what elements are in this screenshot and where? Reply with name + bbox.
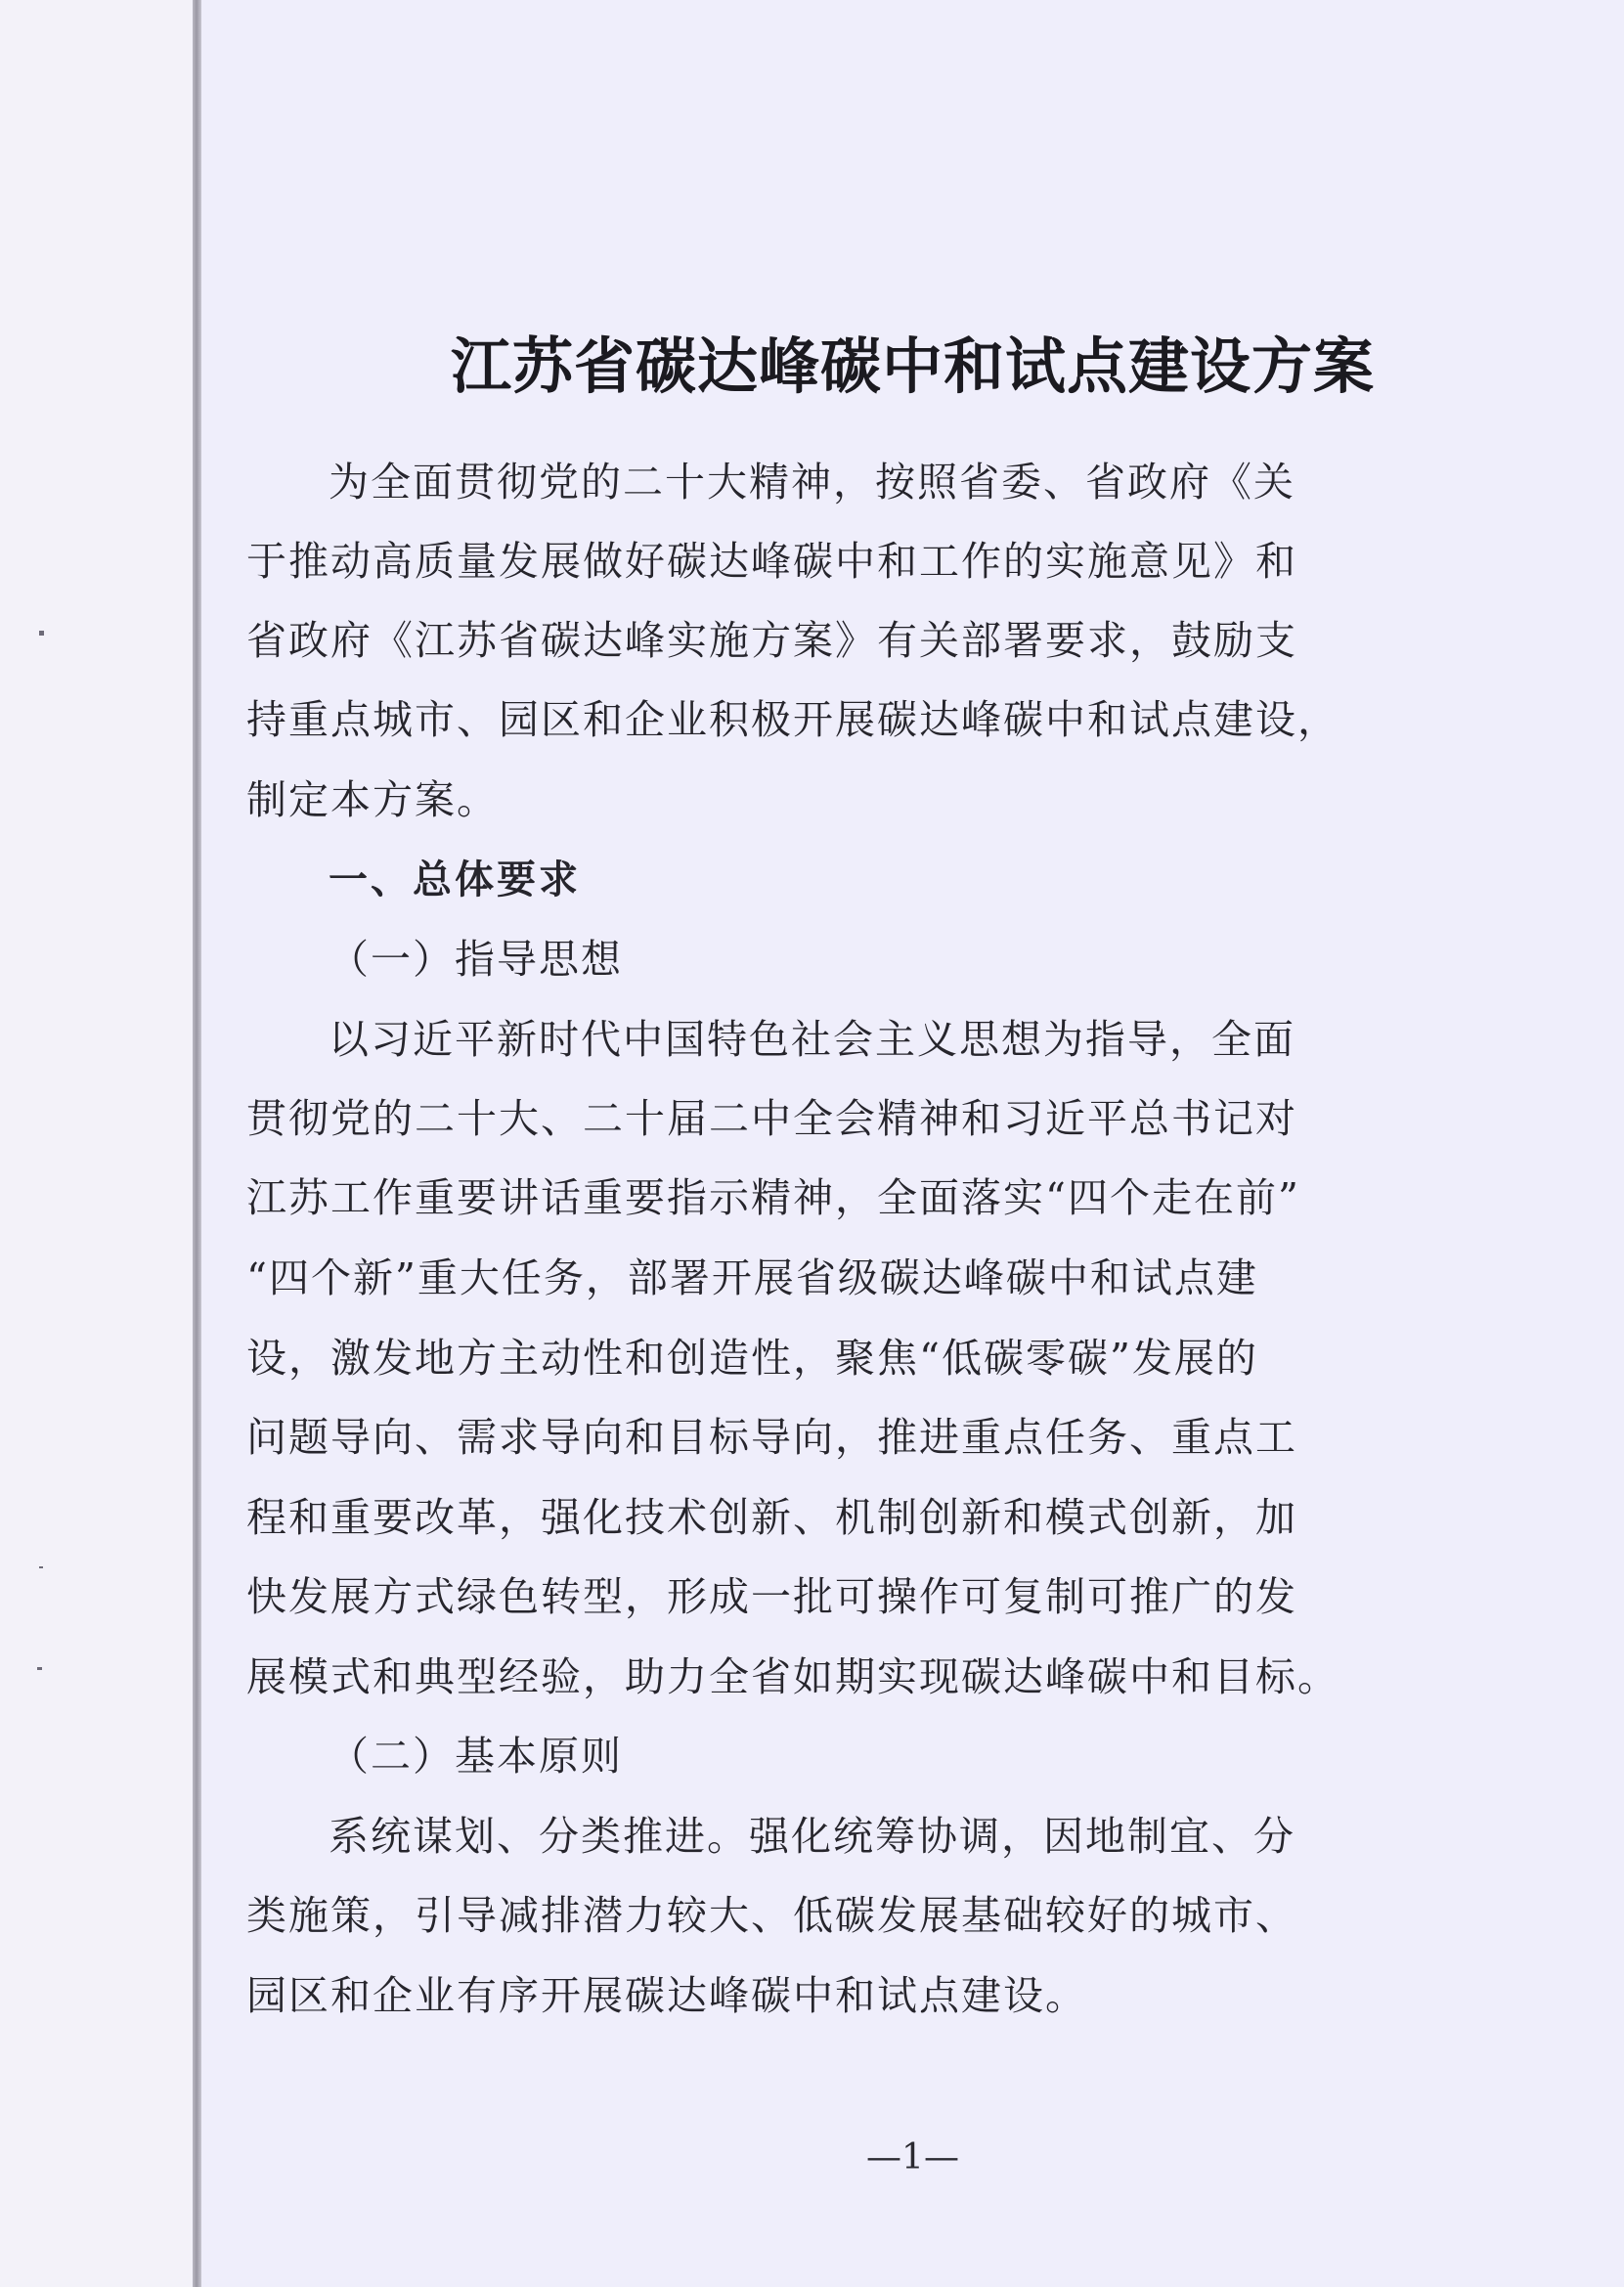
intro-line: 省政府《江苏省碳达峰实施方案》有关部署要求，鼓励支 xyxy=(246,617,1297,664)
scan-speck xyxy=(39,631,44,636)
guiding-line: 江苏工作重要讲话重要指示精神，全面落实“四个走在前” xyxy=(246,1174,1300,1221)
guiding-line: 以习近平新时代中国特色社会主义思想为指导，全面 xyxy=(329,1016,1295,1063)
guiding-line: 快发展方式绿色转型，形成一批可操作可复制可推广的发 xyxy=(246,1573,1297,1620)
binding-line xyxy=(193,0,201,2287)
binding-margin xyxy=(0,0,192,2287)
guiding-line: 问题导向、需求导向和目标导向，推进重点任务、重点工 xyxy=(246,1414,1297,1461)
scan-speck xyxy=(37,1667,42,1670)
guiding-line: 设，激发地方主动性和创造性，聚焦“低碳零碳”发展的 xyxy=(246,1335,1258,1382)
intro-line: 持重点城市、园区和企业积极开展碳达峰碳中和试点建设， xyxy=(246,696,1339,743)
principle-line: 园区和企业有序开展碳达峰碳中和试点建设。 xyxy=(246,1972,1087,2019)
subsection-heading: （二）基本原则 xyxy=(329,1733,623,1780)
document-title: 江苏省碳达峰碳中和试点建设方案 xyxy=(450,330,1375,402)
guiding-line: 展模式和典型经验，助力全省如期实现碳达峰碳中和目标。 xyxy=(246,1653,1339,1700)
principle-line: 类施策，引导减排潜力较大、低碳发展基础较好的城市、 xyxy=(246,1892,1297,1939)
guiding-line: 贯彻党的二十大、二十届二中全会精神和习近平总书记对 xyxy=(246,1095,1297,1142)
intro-line: 制定本方案。 xyxy=(246,776,499,823)
page-number: —1— xyxy=(866,2137,959,2177)
principle-line: 系统谋划、分类推进。强化统筹协调，因地制宜、分 xyxy=(329,1813,1295,1860)
guiding-line: “四个新”重大任务，部署开展省级碳达峰碳中和试点建 xyxy=(246,1254,1258,1301)
section-heading: 一、总体要求 xyxy=(329,858,581,902)
intro-line: 于推动高质量发展做好碳达峰碳中和工作的实施意见》和 xyxy=(246,538,1297,585)
scan-speck xyxy=(39,1566,43,1568)
intro-line: 为全面贯彻党的二十大精神，按照省委、省政府《关 xyxy=(329,459,1295,506)
guiding-line: 程和重要改革，强化技术创新、机制创新和模式创新，加 xyxy=(246,1494,1297,1541)
subsection-heading: （一）指导思想 xyxy=(329,936,623,983)
